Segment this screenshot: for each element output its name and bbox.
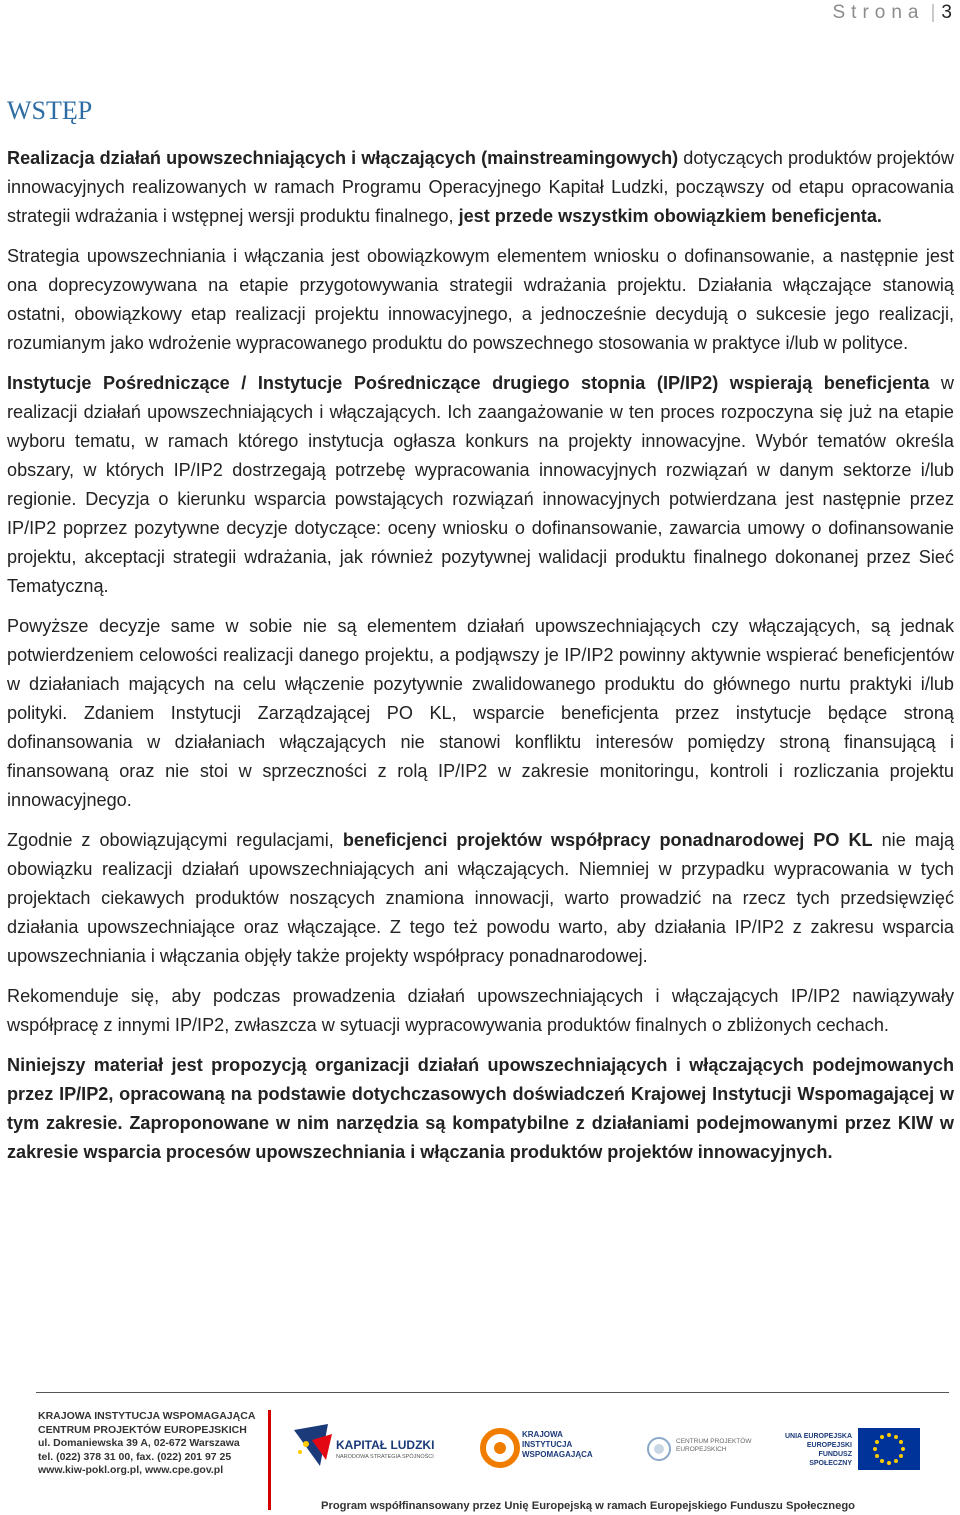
cpe-logo-text [676, 1438, 751, 1454]
kiw-contact-block [38, 1410, 255, 1478]
body-text: Strategia upowszechniania i włączania jest obowiązkowym elementem wniosku o dofinansowanie, a następnie jest ona doprecyzowywana na etapie przygotowywania strategii wdrażania projektu. Działania włączające stanowią ostatni, obowiązkowy etap realizacji projektu innowacyjnego, a jednocześnie decydują o sukcesie jego realizacji, rozumianym jako wdrożenie wypracowanego produktu do powszechnego stosowania w praktyce i/lub w polityce. [7, 246, 954, 353]
page-label: Strona [832, 2, 925, 23]
body-text: dotyczących produktów projektów innowacyjnych realizowanych w ramach Programu Operacyjnego Kapitał Ludzki, począwszy od etapu opracowania strategii wdrażania i wstępnej wersji produktu finalnego, [7, 148, 954, 226]
paragraph-7 [7, 1051, 954, 1167]
eu-line: FUNDUSZ SPOŁECZNY [809, 1451, 852, 1467]
kapital-ludzki-title: KAPITAŁ LUDZKI [336, 1438, 435, 1452]
section-title: WSTĘP [7, 96, 93, 125]
red-divider-bar [268, 1410, 271, 1510]
page-separator: | [930, 2, 936, 23]
body-text: Rekomenduje się, aby podczas prowadzenia działań upowszechniających i włączających IP/IP2 nawiązywały współpracę z innymi IP/IP2, zwłaszcza w sytuacji wypracowywania produktów finalnych o zbliżonych cechach. [7, 986, 954, 1035]
footer-divider [36, 1392, 949, 1393]
paragraph-3 [7, 369, 954, 601]
kiw-line: www.kiw-pokl.org.pl, www.cpe.gov.pl [38, 1464, 224, 1476]
footer-logos [36, 1410, 949, 1512]
kiw-logo-text [522, 1430, 593, 1460]
body-text: nie mają obowiązku realizacji działań upowszechniających ani włączających. Niemniej w przypadku wypracowania w tych projektach ciekawych produktów noszących znamiona innowacji, warto prowadzić na rzecz tych przedsięwzięć działania upowszechniające oraz włączające. Z tego też powodu warto, aby działania IP/IP2 z zakresu wsparcia upowszechniania i włączania objęły także projekty współpracy ponadnarodowej. [7, 830, 955, 966]
paragraph-6 [7, 982, 954, 1040]
bold-text: jest przede wszystkim obowiązkiem beneficjenta. [458, 206, 882, 226]
bold-text: Realizacja działań upowszechniających i włączających (mainstreamingowych) [7, 148, 679, 168]
page-number: 3 [941, 2, 952, 23]
kiw-line: CENTRUM PROJEKTÓW EUROPEJSKICH [38, 1423, 247, 1436]
page-header [833, 2, 953, 24]
eu-line: UNIA EUROPEJSKA [784, 1433, 852, 1440]
bold-text: Instytucje Pośredniczące / Instytucje Pośredniczące drugiego stopnia (IP/IP2) wspierają beneficjenta [7, 373, 930, 393]
paragraph-1 [7, 144, 954, 231]
eu-flag-icon [858, 1428, 920, 1470]
paragraph-2 [7, 242, 954, 358]
bold-text: beneficjenci projektów współpracy ponadnarodowej PO KL [342, 830, 873, 850]
body-text: Powyższe decyzje same w sobie nie są elementem działań upowszechniających czy włączających, są jednak potwierdzeniem celowości realizacji danego projektu, a podjąwszy je IP/IP2 powinny aktywnie wspierać beneficjentów w działaniach mających na celu włączenie pozytywnie zwalidowanego produktu do głównego nurtu praktyki i/lub polityki. Zdaniem Instytucji Zarządzającej PO KL, wsparcie beneficjenta przez instytucje będące stroną dofinansowania w działaniach włączających nie stanowi konfliktu interesów pomiędzy stroną finansującą i finansowaną oraz nie stoi w sprzeczności z rolą IP/IP2 w zakresie monitoringu, kontroli i rozliczania projektu innowacyjnego. [7, 616, 954, 810]
kiw-logo-icon [480, 1428, 520, 1468]
paragraph-4 [7, 612, 954, 815]
kiw-line: tel. (022) 378 31 00, fax. (022) 201 97 25 [38, 1450, 232, 1463]
bold-text: Niniejszy materiał jest propozycją organizacji działań upowszechniających i włączających podejmowanych przez IP/IP2, opracowaną na podstawie dotychczasowych doświadczeń Krajowej Instytucji Wspomagającej w tym zakresie. Zaproponowane w nim narzędzia są kompatybilne z działaniami podejmowanymi przez KIW w zakresie wsparcia procesów upowszechniania i włączania produktów projektów innowacyjnych. [7, 1055, 954, 1162]
kiw-line: ul. Domaniewska 39 A, 02-672 Warszawa [38, 1437, 240, 1449]
kiw-line: KRAJOWA INSTYTUCJA WSPOMAGAJĄCA [38, 1410, 256, 1422]
kapital-ludzki-subtitle: NARODOWA STRATEGIA SPÓJNOŚCI [336, 1454, 434, 1460]
eu-text [774, 1432, 852, 1468]
program-cofinancing-note: Program współfinansowany przez Unię Europejską w ramach Europejskiego Funduszu Społecznego [321, 1500, 856, 1512]
cpe-line: CENTRUM PROJEKTÓW [676, 1438, 752, 1445]
body-text: Zgodnie z obowiązującymi regulacjami, [7, 830, 343, 850]
paragraph-5 [7, 826, 954, 971]
cpe-logo-icon [646, 1436, 672, 1462]
kiw-logo-line: INSTYTUCJA [522, 1440, 573, 1449]
kiw-logo-line: WSPOMAGAJĄCA [522, 1450, 593, 1459]
kiw-logo-line: KRAJOWA [522, 1430, 563, 1439]
body-text: w realizacji działań upowszechniających i włączających. Ich zaangażowanie w ten proces rozpoczyna się już na etapie wyboru tematu, w ramach którego instytucja ogłasza konkurs na projekty innowacyjne. Wybór tematów określa obszary, w których IP/IP2 dostrzegają potrzebę wypracowania innowacyjnych rozwiązań w danym sektorze i/lub regionie. Decyzja o kierunku wsparcia powstających rozwiązań innowacyjnych potwierdzana jest następnie przez IP/IP2 poprzez pozytywne decyzje dotyczące: oceny wniosku o dofinansowanie, zawarcia umowy o dofinansowanie projektu, akceptacji strategii wdrażania, jak również pozytywnej walidacji produktu finalnego dokonanej przez Sieć Tematyczną. [7, 373, 954, 596]
cpe-line: EUROPEJSKICH [676, 1446, 727, 1453]
eu-line: EUROPEJSKI [806, 1442, 852, 1449]
document-body [7, 144, 954, 1167]
